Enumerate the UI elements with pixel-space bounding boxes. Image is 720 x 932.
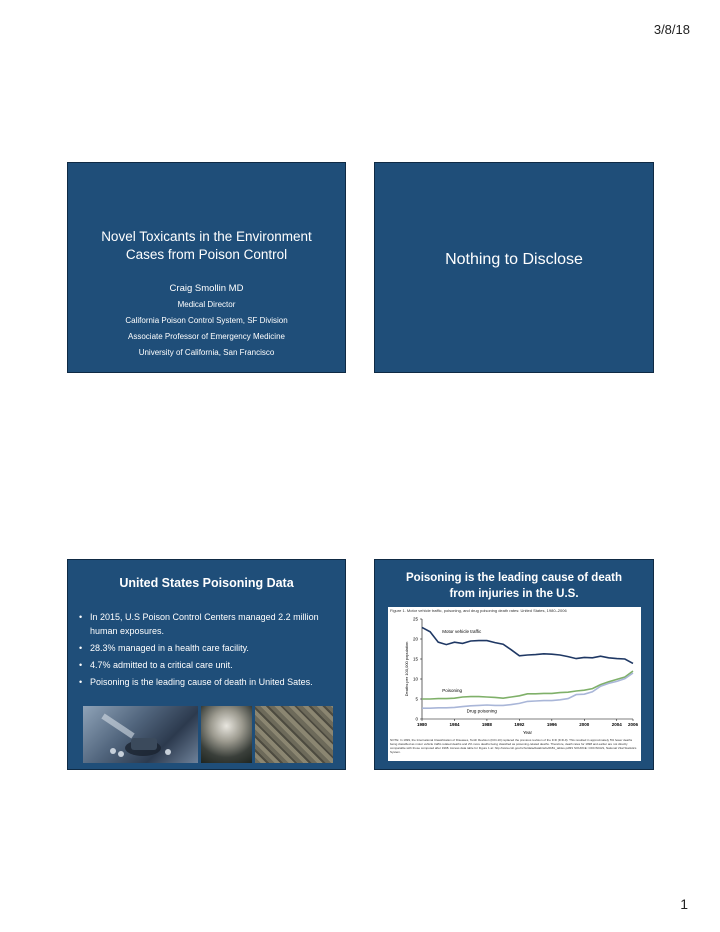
series-label: Motor vehicle traffic xyxy=(442,629,482,634)
slide3-bullet-list xyxy=(78,610,325,692)
series-label: Poisoning xyxy=(442,687,463,693)
slide1-presenter-info xyxy=(68,281,345,361)
slide1-title-line1: Novel Toxicants in the Environment xyxy=(101,229,312,244)
slide1-title-line2: Cases from Poison Control xyxy=(125,247,288,262)
series-line xyxy=(422,671,633,699)
x-tick-label: 1996 xyxy=(546,722,557,727)
bullet-item: • Poisoning is the leading cause of death in United Sates. xyxy=(78,675,325,689)
bullet-item: • In 2015, U.S Poison Control Centers managed 2.2 million human exposures. xyxy=(78,610,325,638)
slide4-title xyxy=(375,570,653,602)
pills-bottle-photo xyxy=(83,706,198,763)
y-tick-label: 5 xyxy=(415,696,418,702)
slide4-title-line2: from injuries in the U.S. xyxy=(449,588,579,600)
slide2-title: Nothing to Disclose xyxy=(445,251,583,268)
mushroom-photo xyxy=(201,706,253,763)
slide-title xyxy=(67,162,346,373)
presenter-role: Medical Director xyxy=(177,300,236,309)
bullet-item: • 28.3% managed in a health care facility. xyxy=(78,641,325,655)
presenter-position: Associate Professor of Emergency Medicine xyxy=(128,332,285,341)
y-tick-label: 25 xyxy=(412,616,418,622)
death-rate-chart-figure xyxy=(388,607,641,761)
x-tick-label: 1992 xyxy=(514,722,525,727)
series-label: Drug poisoning xyxy=(466,708,497,714)
x-tick-label: 2006 xyxy=(627,722,639,727)
x-axis-label: Year xyxy=(522,730,533,735)
pills-bottle-photo-graphic xyxy=(83,706,198,763)
x-tick-label: 1980 xyxy=(416,722,428,727)
slide-poisoning-data xyxy=(67,559,346,770)
y-tick-label: 15 xyxy=(412,656,418,662)
x-tick-label: 2000 xyxy=(579,722,590,727)
y-tick-label: 20 xyxy=(412,636,418,642)
y-tick-label: 0 xyxy=(415,716,418,722)
y-axis-label: Deaths per 100,000 population xyxy=(404,641,409,697)
x-tick-label: 1984 xyxy=(449,722,460,727)
figure-caption: Figure 1. Motor vehicle traffic, poisoning, and drug poisoning death rates: United States, 1980–2006 xyxy=(390,608,567,613)
figure-notes: NOTE: In 1999, the International Classification of Diseases, Tenth Revision (ICD-10) replaced the previous revision of the ICD (ICD-9). This resulted in approximately 5% fewer deaths being classified as motor vehicle traffic-related deaths and 2% more deaths being classified as poisoning-related deaths. Therefore, death rates for 1998 and earlier are not directly comparable with those computed after 1998. Access data table for Figure 1 at: http://www.cdc.gov/nchs/data/databriefs/db81_tables.pdf#1 SOURCE: CDC/NCHS, National Vital Statistics System. xyxy=(390,738,637,754)
presenter-name: Craig Smollin MD xyxy=(169,283,244,294)
x-tick-label: 2004 xyxy=(611,722,622,727)
x-tick-label: 1988 xyxy=(481,722,492,727)
y-tick-label: 10 xyxy=(412,676,418,682)
snake-photo xyxy=(255,706,333,763)
slide3-title: United States Poisoning Data xyxy=(119,576,294,590)
slide4-title-line1: Poisoning is the leading cause of death xyxy=(406,572,622,584)
death-rate-chart xyxy=(388,607,641,737)
page-date: 3/8/18 xyxy=(653,22,690,37)
presenter-org: California Poison Control System, SF Division xyxy=(125,316,288,325)
slide-disclosure xyxy=(374,162,654,373)
bullet-item: • 4.7% admitted to a critical care unit. xyxy=(78,658,325,672)
presenter-university: University of California, San Francisco xyxy=(138,348,275,357)
page-number: 1 xyxy=(680,896,688,912)
photo-strip xyxy=(83,706,333,763)
slide1-title xyxy=(68,228,345,264)
slide-leading-cause xyxy=(374,559,654,770)
